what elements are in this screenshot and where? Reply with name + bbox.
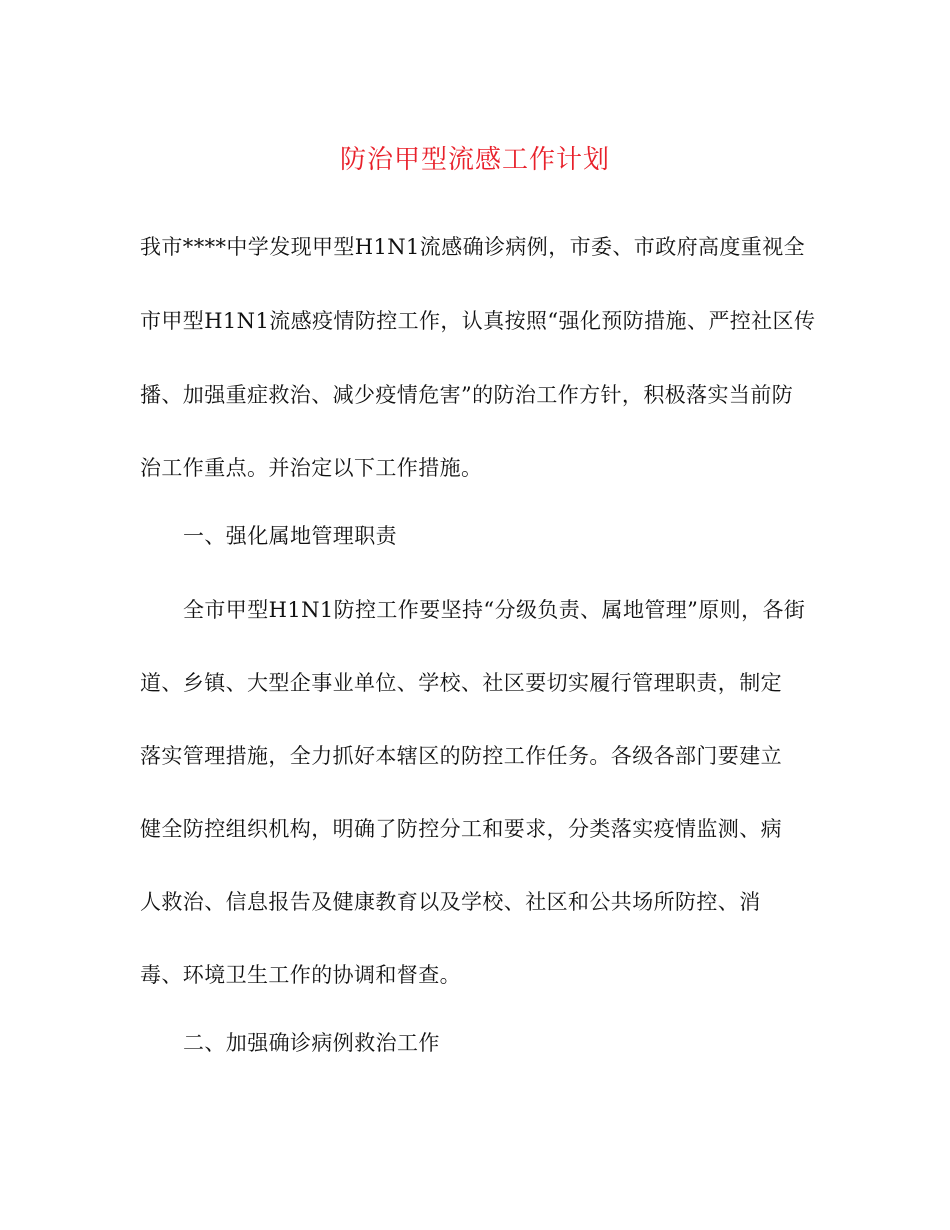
paragraph-line-8: 健全防控组织机构，明确了防控分工和要求，分类落实疫情监测、病 — [140, 817, 782, 841]
paragraph-line-10: 毒、环境卫生工作的协调和督查。 — [140, 963, 461, 987]
paragraph-line-3: 播、加强重症救治、减少疫情危害”的防治工作方针，积极落实当前防 — [140, 383, 794, 407]
paragraph-line-7: 落实管理措施，全力抓好本辖区的防控工作任务。各级各部门要建立 — [140, 744, 782, 768]
paragraph-line-6: 道、乡镇、大型企事业单位、学校、社区要切实履行管理职责，制定 — [140, 671, 782, 695]
document-title: 防治甲型流感工作计划 — [339, 145, 610, 175]
paragraph-line-4: 治工作重点。并治定以下工作措施。 — [140, 456, 483, 480]
section-heading-2: 二、加强确诊病例救治工作 — [183, 1031, 440, 1055]
paragraph-line-2: 市甲型H1N1流感疫情防控工作，认真按照“强化预防措施、严控社区传 — [140, 309, 816, 333]
paragraph-line-9: 人救治、信息报告及健康教育以及学校、社区和公共场所防控、消 — [140, 890, 761, 914]
paragraph-line-1: 我市****中学发现甲型H1N1流感确诊病例，市委、市政府高度重视全 — [140, 235, 806, 259]
section-heading-1: 一、强化属地管理职责 — [183, 524, 397, 548]
paragraph-line-5: 全市甲型H1N1防控工作要坚持“分级负责、属地管理”原则，各街 — [183, 598, 806, 622]
